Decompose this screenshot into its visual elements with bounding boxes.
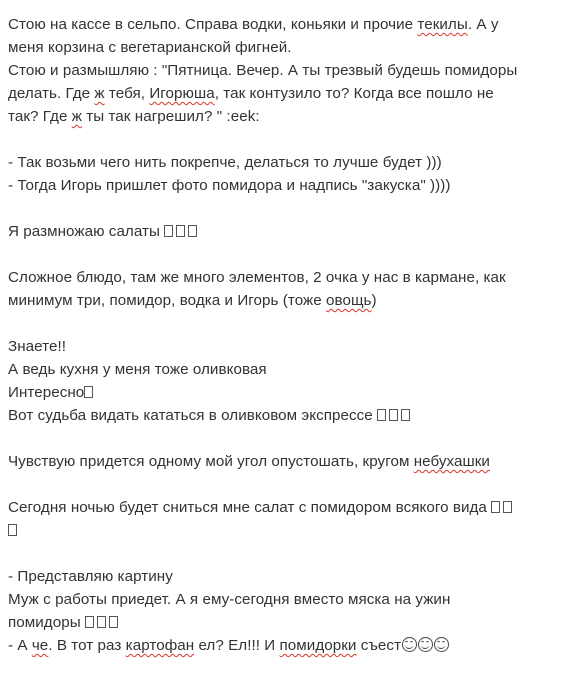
misspelled-word: овощь xyxy=(326,292,372,309)
missing-glyph-icon xyxy=(164,225,173,237)
blank-line xyxy=(8,427,558,450)
text-line: Вот судьба видать кататься в оливковом экспрессе xyxy=(8,404,558,427)
text-line: делать. Где ж тебя, Игорюша, так контузило то? Когда все пошло не xyxy=(8,85,494,102)
missing-emoji-glyphs xyxy=(164,220,197,243)
missing-glyph-icon xyxy=(377,409,386,421)
missing-glyph-icon xyxy=(109,616,118,628)
missing-glyph-icon xyxy=(8,524,17,536)
blank-line xyxy=(8,473,558,496)
grinning-emoji-icon xyxy=(418,637,433,652)
text-line: Муж с работы приедет. А я ему-сегодня вместо мяска на ужин xyxy=(8,591,451,608)
blank-line xyxy=(8,243,558,266)
missing-emoji-glyphs xyxy=(491,496,512,519)
text-line: Стою на кассе в сельпо. Справа водки, коньяки и прочие текилы. А у xyxy=(8,16,499,33)
misspelled-word: Игорюша xyxy=(149,85,215,102)
missing-glyph-icon xyxy=(401,409,410,421)
text-line: Сегодня ночью будет сниться мне салат с помидором всякого вида xyxy=(8,496,558,519)
grinning-emoji-icon xyxy=(434,637,449,652)
text-line: меня корзина с вегетарианской фигней. xyxy=(8,39,292,56)
text-line: Знаете!! xyxy=(8,338,67,355)
text-line: минимум три, помидор, водка и Игорь (тоже овощь) xyxy=(8,292,377,309)
missing-emoji-glyphs xyxy=(84,381,93,404)
blank-line xyxy=(8,197,558,220)
blank-line xyxy=(8,128,558,151)
missing-glyph-icon xyxy=(84,386,93,398)
misspelled-word: картофан xyxy=(125,637,195,654)
text-line: Сложное блюдо, там же много элементов, 2 очка у нас в кармане, как xyxy=(8,269,506,286)
missing-glyph-icon xyxy=(503,501,512,513)
grinning-emoji-icon xyxy=(402,637,417,652)
misspelled-word: текилы xyxy=(417,16,468,33)
missing-glyph-icon xyxy=(97,616,106,628)
blank-line xyxy=(8,542,558,565)
misspelled-word: ж xyxy=(94,85,105,102)
missing-glyph-icon xyxy=(491,501,500,513)
text-line: А ведь кухня у меня тоже оливковая xyxy=(8,361,267,378)
missing-glyph-icon xyxy=(85,616,94,628)
missing-emoji-glyphs xyxy=(377,404,410,427)
missing-glyph-icon xyxy=(188,225,197,237)
misspelled-word: че xyxy=(31,637,49,654)
missing-emoji-glyphs xyxy=(8,519,17,542)
text-line: Стою и размышляю : "Пятница. Вечер. А ты трезвый будешь помидоры xyxy=(8,62,518,79)
post-text xyxy=(8,13,558,657)
text-line: - Тогда Игорь пришлет фото помидора и надпись "закуска" )))) xyxy=(8,177,451,194)
missing-glyph-icon xyxy=(389,409,398,421)
missing-glyph-icon xyxy=(176,225,185,237)
misspelled-word: помидорки xyxy=(279,637,357,654)
text-line: - А че. В тот раз картофан ел? Ел!!! И помидорки съест xyxy=(8,634,558,657)
text-line: - Так возьми чего нить покрепче, делаться то лучше будет ))) xyxy=(8,154,442,171)
text-line: Я размножаю салаты xyxy=(8,220,558,243)
text-line: помидоры xyxy=(8,611,558,634)
text-line: Чувствую придется одному мой угол опустошать, кругом небухашки xyxy=(8,453,490,470)
text-line xyxy=(8,519,558,542)
text-line: так? Где ж ты так нагрешил? " :eek: xyxy=(8,108,260,125)
misspelled-word: ж xyxy=(71,108,82,125)
text-line: - Представляю картину xyxy=(8,568,173,585)
misspelled-word: небухашки xyxy=(413,453,490,470)
missing-emoji-glyphs xyxy=(85,611,118,634)
text-line: Интересно xyxy=(8,381,558,404)
blank-line xyxy=(8,312,558,335)
